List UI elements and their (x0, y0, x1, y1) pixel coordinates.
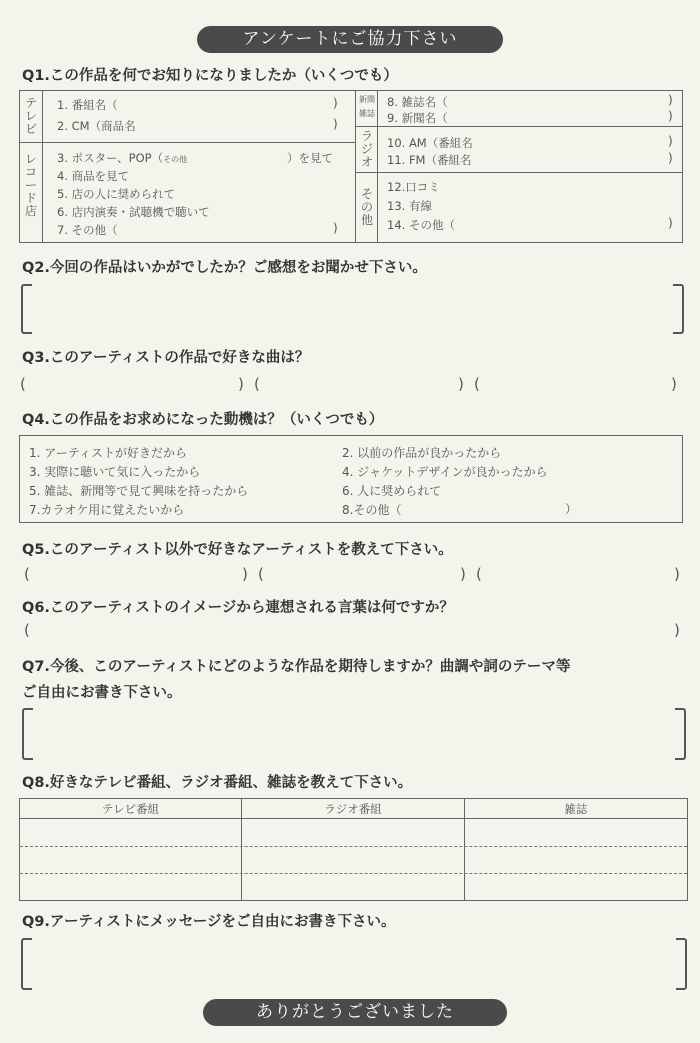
radio-category-label: ラジオ (360, 129, 373, 169)
q8-col-radio: ラジオ番組 (324, 802, 382, 816)
q4-option-1[interactable]: 1. アーティストが好きだから (29, 446, 187, 460)
tv-category-label: テレビ (24, 96, 37, 136)
q1-option-13[interactable]: 13. 有線 (387, 199, 432, 213)
q1-option-14[interactable]: 14. その他（ (387, 218, 455, 232)
close-paren: ) (333, 221, 338, 235)
q5-answer-3-close: ) (674, 565, 680, 583)
q8-col-magazine: 雑誌 (564, 802, 588, 816)
q5-answer-2-close: ) (460, 565, 466, 583)
close-paren: ) (668, 134, 673, 148)
q3-answer-1-close: ) (238, 375, 244, 393)
q4-option-6[interactable]: 6. 人に奨められて (342, 484, 442, 498)
q3-answer-3-close: ) (671, 375, 677, 393)
q1-option-10[interactable]: 10. AM（番組名 (387, 136, 473, 150)
q6-question: Q6.このアーティストのイメージから連想される言葉は何ですか？ (22, 600, 454, 616)
q9-answer-bracket-right[interactable] (676, 938, 687, 990)
q7-answer-bracket-right[interactable] (675, 708, 686, 760)
q8-question: Q8.好きなテレビ番組、ラジオ番組、雑誌を教えて下さい。 (22, 775, 413, 791)
thanks-banner: ありがとうございました (203, 999, 507, 1026)
q6-answer-close: ) (674, 621, 680, 639)
q5-answer-1-open[interactable]: ( (24, 565, 30, 583)
q1-option-3-text: 3. ポスター、POP（ (57, 151, 164, 165)
q1-option-12[interactable]: 12.口コミ (387, 180, 440, 194)
q5-answer-3-open[interactable]: ( (476, 565, 482, 583)
q9-question: Q9.アーティストにメッセージをご自由にお書き下さい。 (22, 914, 396, 930)
q3-answer-3-open[interactable]: ( (474, 375, 480, 393)
q4-option-2[interactable]: 2. 以前の作品が良かったから (342, 446, 502, 460)
q1-option-7[interactable]: 7. その他（ (57, 223, 118, 237)
q2-question: Q2.今回の作品はいかがでしたか？ご感想をお聞かせ下さい。 (22, 260, 427, 276)
close-paren: ) (668, 151, 673, 165)
q8-favorites-table (19, 798, 688, 901)
q4-option-4[interactable]: 4. ジャケットデザインが良かったから (342, 465, 548, 479)
q7-question-line1: Q7.今後、このアーティストにどのような作品を期待しますか？曲調や詞のテーマ等 (22, 659, 571, 675)
q6-answer-open[interactable]: ( (24, 621, 30, 639)
q1-option-1[interactable]: 1. 番組名（ (57, 98, 118, 112)
q1-option-2[interactable]: 2. CM（商品名 (57, 119, 136, 133)
print-category-label-bottom: 雑誌 (359, 109, 375, 118)
q1-option-11[interactable]: 11. FM（番組名 (387, 153, 472, 167)
q8-cell-magazine[interactable] (465, 819, 687, 899)
close-paren: ) (668, 109, 673, 123)
q4-question: Q4.この作品をお求めになった動機は？（いくつでも） (22, 412, 384, 428)
q8-cell-radio[interactable] (242, 819, 464, 899)
close-paren: ) (333, 117, 338, 131)
poster-small-note: その他 (163, 155, 188, 164)
q1-option-8[interactable]: 8. 雑誌名（ (387, 95, 448, 109)
q7-question-line2: ご自由にお書き下さい。 (22, 685, 182, 701)
close-paren: ) (668, 216, 673, 230)
q1-source-table (19, 90, 683, 243)
close-paren: ) (668, 93, 673, 107)
q3-answer-1-open[interactable]: ( (20, 375, 26, 393)
q2-answer-bracket-right[interactable] (673, 284, 684, 334)
q7-answer-bracket-left[interactable] (22, 708, 33, 760)
q5-answer-1-close: ) (242, 565, 248, 583)
q1-option-4[interactable]: 4. 商品を見て (57, 169, 130, 183)
q3-question: Q3.このアーティストの作品で好きな曲は？ (22, 350, 310, 366)
q2-answer-bracket-left[interactable] (21, 284, 32, 334)
survey-title-banner: アンケートにご協力下さい (197, 26, 503, 53)
q9-answer-bracket-left[interactable] (21, 938, 32, 990)
q4-option-8[interactable]: 8.その他（ (342, 503, 402, 517)
close-paren: ) (333, 96, 338, 110)
q1-option-5[interactable]: 5. 店の人に奨められて (57, 187, 176, 201)
q3-answer-2-close: ) (458, 375, 464, 393)
q8-cell-tv[interactable] (20, 819, 241, 899)
close-paren: ） (565, 502, 578, 516)
q4-option-7[interactable]: 7.カラオケ用に覚えたいから (29, 503, 185, 517)
q8-col-tv: テレビ番組 (101, 802, 160, 816)
q5-answer-2-open[interactable]: ( (258, 565, 264, 583)
print-category-label-top: 新聞 (359, 95, 375, 104)
q4-option-3[interactable]: 3. 実際に聴いて気に入ったから (29, 465, 201, 479)
q1-option-6[interactable]: 6. 店内演奏・試聴機で聴いて (57, 205, 210, 219)
q1-option-3[interactable] (57, 150, 187, 166)
store-category-label: レコード店 (24, 152, 37, 218)
poster-suffix: ）を見て (287, 151, 333, 165)
q1-option-9[interactable]: 9. 新聞名（ (387, 111, 448, 125)
other-category-label: その他 (360, 187, 373, 227)
q3-answer-2-open[interactable]: ( (254, 375, 260, 393)
q4-options-box (19, 435, 683, 523)
q4-option-5[interactable]: 5. 雑誌、新聞等で見て興味を持ったから (29, 484, 249, 498)
q5-question: Q5.このアーティスト以外で好きなアーティストを教えて下さい。 (22, 542, 453, 558)
q1-question: Q1.この作品を何でお知りになりましたか（いくつでも） (22, 68, 398, 84)
